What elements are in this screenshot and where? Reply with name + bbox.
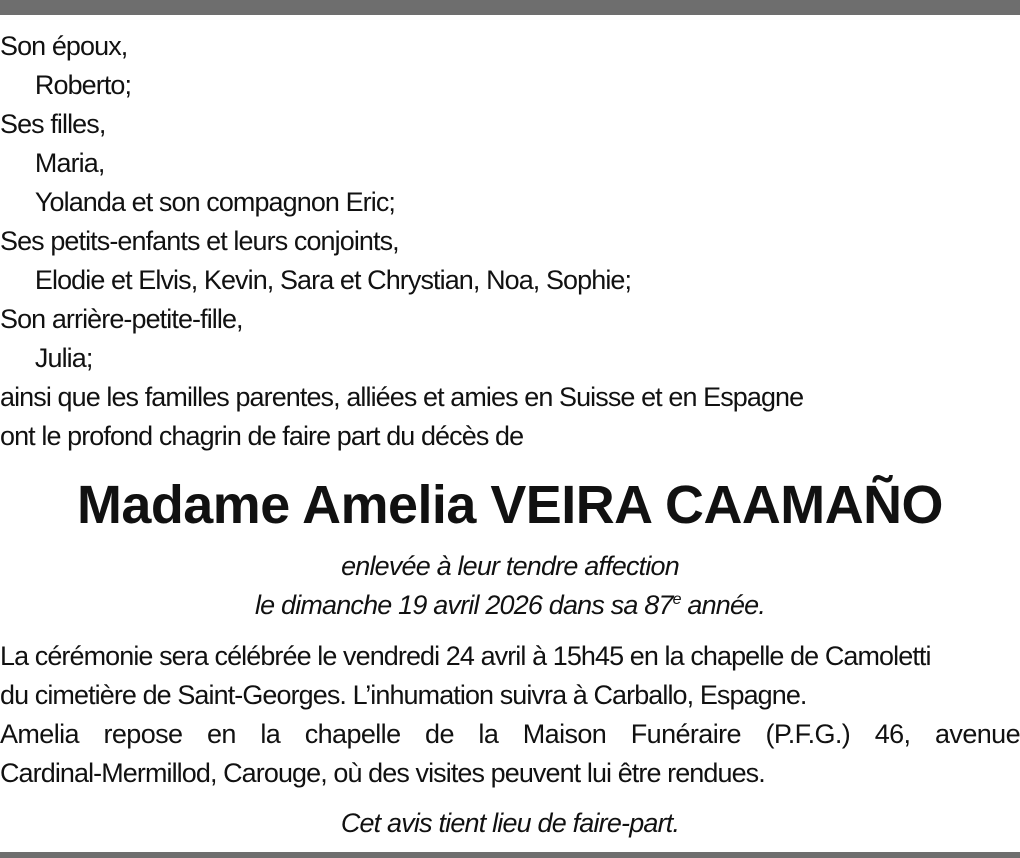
footer-note: Cet avis tient lieu de faire-part. bbox=[340, 808, 680, 838]
family-line: ainsi que les familles parentes, alliées et amies en Suisse et en Espagne bbox=[0, 382, 804, 412]
family-line: Roberto; bbox=[34, 70, 132, 100]
ceremony-line-3: Amelia repose en la chapelle de la Maison Funéraire (P.F.G.) 46, avenue bbox=[0, 719, 1020, 749]
family-line: Ses petits-enfants et leurs conjoints, bbox=[0, 226, 399, 256]
family-line: Yolanda et son compagnon Eric; bbox=[34, 187, 396, 217]
ceremony-line-1: La cérémonie sera célébrée le vendredi 24 avril à 15h45 en la chapelle de Camoletti bbox=[0, 641, 931, 671]
subtitle-line-1: enlevée à leur tendre affection bbox=[341, 551, 679, 581]
family-line: ont le profond chagrin de faire part du décès de bbox=[0, 421, 524, 451]
deceased-name: Madame Amelia VEIRA CAAMAÑO bbox=[77, 475, 943, 535]
family-line: Julia; bbox=[34, 343, 93, 373]
bottom-rule bbox=[0, 852, 1020, 858]
subtitle-year-word: année. bbox=[680, 590, 766, 620]
family-line: Ses filles, bbox=[0, 109, 106, 139]
ceremony-details bbox=[0, 637, 1020, 793]
subtitle-date-text: le dimanche 19 avril 2026 dans sa 87 bbox=[254, 590, 673, 620]
family-list bbox=[0, 27, 1020, 456]
ceremony-line-4: Cardinal-Mermillod, Carouge, où des visites peuvent lui être rendues. bbox=[0, 758, 765, 788]
family-line: Son époux, bbox=[0, 31, 128, 61]
subtitle-line-2 bbox=[1, 586, 1019, 625]
top-rule bbox=[0, 0, 1020, 15]
family-line: Son arrière-petite-fille, bbox=[0, 304, 243, 334]
death-notice-subtitle bbox=[0, 547, 1020, 625]
ceremony-line-2: du cimetière de Saint-Georges. L’inhumation suivra à Carballo, Espagne. bbox=[0, 680, 807, 710]
family-line: Maria, bbox=[34, 148, 105, 178]
ordinal-suffix: e bbox=[672, 591, 681, 608]
family-line: Elodie et Elvis, Kevin, Sara et Chrystian, Noa, Sophie; bbox=[34, 265, 632, 295]
